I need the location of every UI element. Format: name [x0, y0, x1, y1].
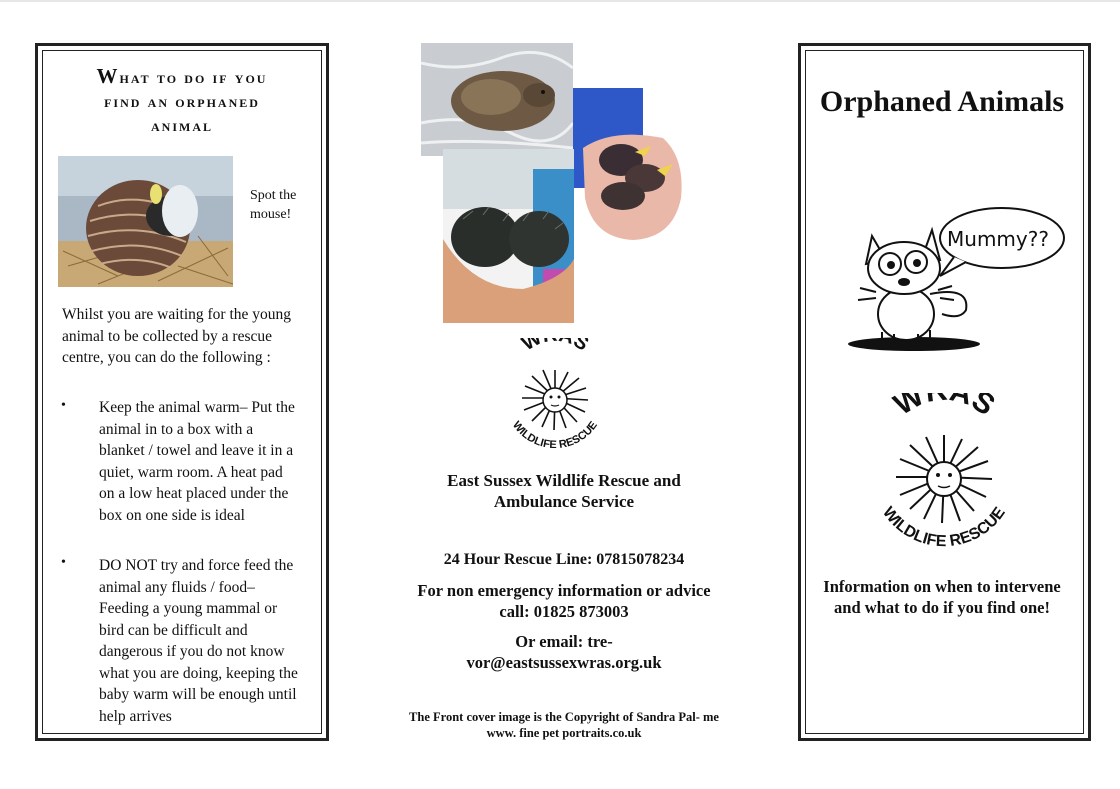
logo-text-top: W S	[518, 338, 593, 356]
wras-logo	[500, 338, 610, 448]
baby-birds-in-hand-photo	[573, 88, 685, 240]
fox-cub-illustration	[842, 202, 1074, 354]
copyright-note: The Front cover image is the Copyright of Sandra Pal- me www. fine pet portraits.co.uk	[409, 710, 719, 740]
cover-title: Orphaned Animals	[819, 85, 1065, 118]
bullet-marker: •	[61, 398, 66, 413]
logo-text-bottom: WILDLIFE RESCUE	[510, 419, 600, 448]
page-top-edge	[0, 0, 1120, 2]
knitted-nest-photo	[58, 156, 233, 287]
baby-hedgehogs-photo	[443, 149, 574, 323]
bullet-item-do-not-feed: DO NOT try and force feed the animal any fluids / food– Feeding a young mammal or bird can be difficult and dangerous if you do not know what you are doing, keeping the baby warm will be enough until help arrives	[99, 557, 298, 725]
speech-bubble-text: Mummy??	[947, 227, 1049, 251]
rescue-line: 24 Hour Rescue Line: 07815078234	[443, 551, 685, 568]
wras-logo-large	[866, 393, 1022, 549]
non-emergency-line: For non emergency information or advice call: 01825 873003	[417, 581, 711, 621]
left-panel-title: What to do if you find an orphaned animal	[96, 64, 268, 135]
email-line: Or email: tre- vor@eastsussexwras.org.uk	[466, 632, 662, 672]
bullet-item-keep-warm: Keep the animal warm– Put the animal in to a box with a blanket / towel and leave it in a quiet, warm room. A heat pad on a low heat placed under the box on one side is ideal	[99, 399, 295, 524]
organisation-name: East Sussex Wildlife Rescue and Ambulance Service	[447, 471, 681, 511]
intro-paragraph: Whilst you are waiting for the young animal to be collected by a rescue centre, you can do the following :	[62, 306, 292, 366]
logo-text-bottom: WILDLIFE RESCUE	[879, 504, 1009, 549]
bullet-marker: •	[61, 555, 66, 570]
logo-text-top: W AS	[888, 393, 1001, 423]
cover-info-text: Information on when to intervene and what to do if you find one!	[823, 577, 1061, 617]
photo-caption: Spot the mouse!	[250, 188, 297, 222]
baby-bird-on-towel-photo	[421, 43, 573, 156]
right-panel-border	[798, 43, 1091, 741]
